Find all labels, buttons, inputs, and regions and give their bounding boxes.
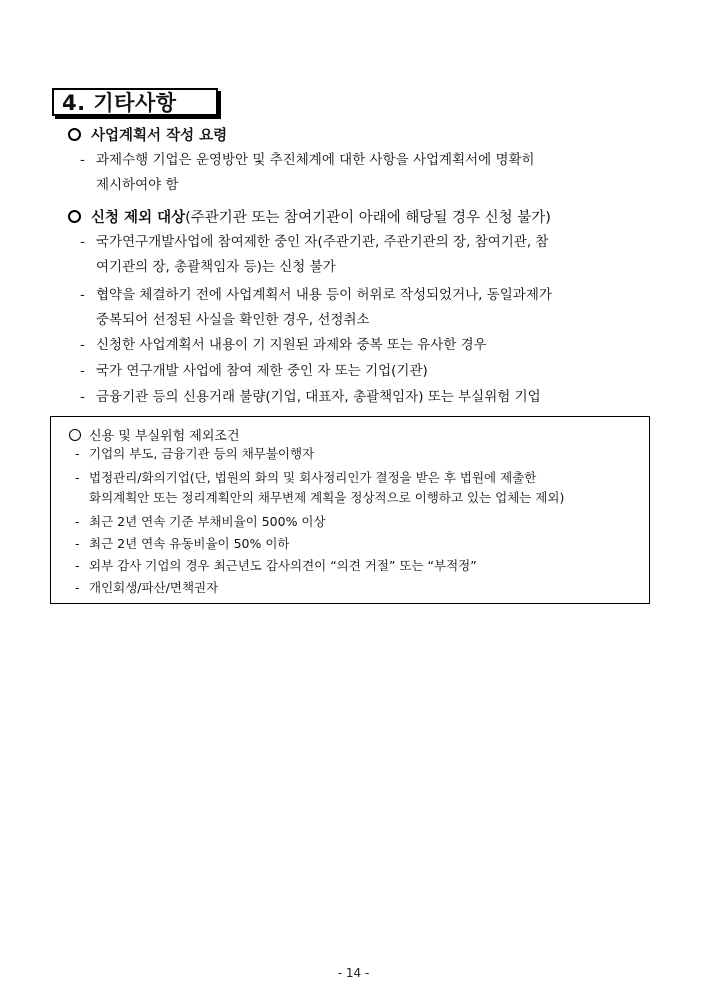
hollow-circle-bullet-icon	[69, 429, 81, 441]
list-item-line: 중복되어 선정된 사실을 확인한 경우, 선정취소	[96, 312, 370, 328]
list-item	[75, 444, 645, 464]
list-item	[75, 512, 645, 532]
section-title-writing-guide	[68, 124, 227, 145]
list-item-line: 외부 감사 기업의 경우 최근년도 감사의견이 “의견 거절” 또는 “부적정”	[89, 558, 477, 573]
list-item-line: 협약을 체결하기 전에 사업계획서 내용 등이 허위로 작성되었거나, 동일과제가	[96, 287, 552, 303]
section-title-exclusions	[68, 206, 551, 227]
list-item	[80, 283, 665, 333]
section-title-text: 사업계획서 작성 요령	[91, 128, 228, 144]
dash-bullet: -	[80, 234, 85, 250]
dash-bullet: -	[80, 389, 85, 405]
list-item-line: 금융기관 등의 신용거래 불량(기업, 대표자, 총괄책임자) 또는 부실위험 기업	[96, 389, 541, 405]
list-item	[80, 385, 665, 410]
list-item-line: 법정관리/화의기업(단, 법원의 화의 및 회사정리인가 결정을 받은 후 법원에 제출한	[89, 470, 537, 485]
list-item-line: 국가 연구개발 사업에 참여 제한 중인 자 또는 기업(기관)	[96, 363, 428, 379]
section-title-text: 신청 제외 대상	[91, 210, 186, 226]
dash-bullet: -	[75, 446, 80, 461]
list-item-line: 제시하여야 함	[96, 177, 179, 193]
list-item-line: 개인회생/파산/면책권자	[89, 580, 219, 595]
dash-bullet: -	[80, 152, 85, 168]
hollow-circle-bullet-icon	[68, 210, 81, 223]
list-item-line: 여기관의 장, 총괄책임자 등)는 신청 불가	[96, 259, 336, 275]
list-item-line: 화의계획안 또는 정리계획안의 채무변제 계획을 정상적으로 이행하고 있는 업체는 제외)	[89, 490, 565, 505]
list-item-line: 최근 2년 연속 기준 부채비율이 500% 이상	[89, 514, 326, 529]
list-item	[80, 230, 665, 280]
list-item	[75, 468, 645, 508]
list-item-line: 신청한 사업계획서 내용이 기 지원된 과제와 중복 또는 유사한 경우	[96, 337, 487, 353]
dash-bullet: -	[80, 363, 85, 379]
list-item	[80, 359, 665, 384]
list-item	[75, 556, 645, 576]
box-title	[69, 425, 240, 444]
list-item-line: 최근 2년 연속 유동비율이 50% 이하	[89, 536, 290, 551]
dash-bullet: -	[75, 558, 80, 573]
list-item	[80, 333, 665, 358]
dash-bullet: -	[80, 287, 85, 303]
credit-risk-conditions-box	[50, 416, 650, 604]
box-title-text: 신용 및 부실위험 제외조건	[89, 429, 240, 444]
list-item	[80, 148, 665, 198]
dash-bullet: -	[75, 514, 80, 529]
list-item-line: 기업의 부도, 금융기관 등의 채무불이행자	[89, 446, 315, 461]
list-item-line: 과제수행 기업은 운영방안 및 추진체계에 대한 사항을 사업계획서에 명확히	[96, 152, 535, 168]
list-item	[75, 578, 645, 598]
dash-bullet: -	[80, 337, 85, 353]
section-title-note: (주관기관 또는 참여기관이 아래에 해당될 경우 신청 불가)	[185, 210, 551, 226]
list-item	[75, 534, 645, 554]
page-number: - 14 -	[337, 966, 370, 980]
hollow-circle-bullet-icon	[68, 128, 81, 141]
dash-bullet: -	[75, 536, 80, 551]
dash-bullet: -	[75, 470, 80, 485]
section-heading: 4. 기타사항	[52, 88, 218, 116]
list-item-line: 국가연구개발사업에 참여제한 중인 자(주관기관, 주관기관의 장, 참여기관, 참	[96, 234, 549, 250]
dash-bullet: -	[75, 580, 80, 595]
